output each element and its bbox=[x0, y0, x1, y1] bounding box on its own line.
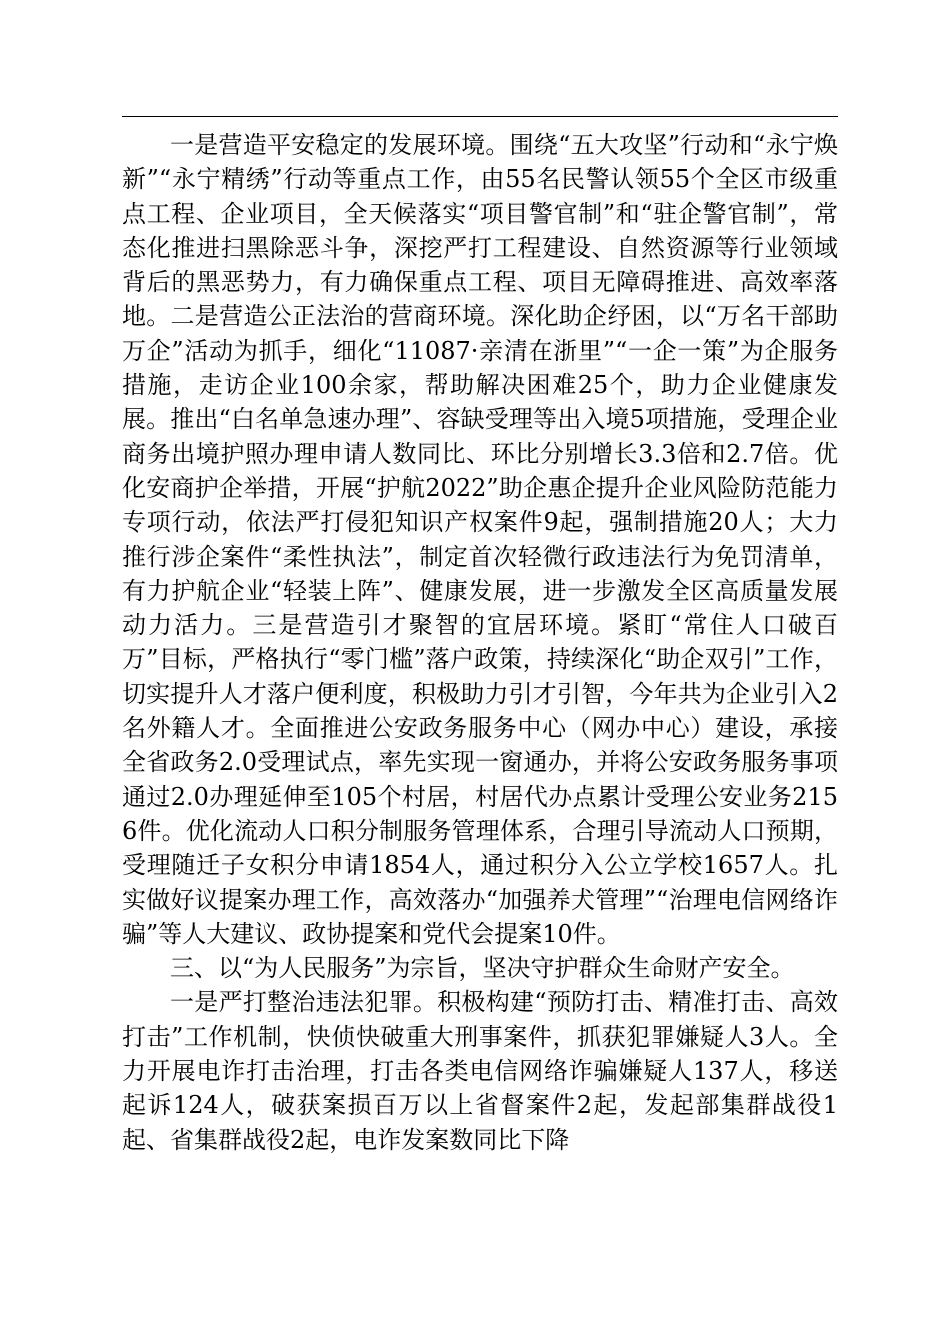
paragraph-business-environment: 一是营造平安稳定的发展环境。围绕“五大攻坚”行动和“永宁焕新”“永宁精绣”行动等重点工作，由55名民警认领55个全区市级重点工程、企业项目，全天候落实“项目警官制”和“驻企警官制”，常态化推进扫黑除恶斗争，深挖严打工程建设、自然资源等行业领域背后的黑恶势力，有力确保重点工程、项目无障碍推进、高效率落地。二是营造公正法治的营商环境。深化助企纾困，以“万名干部助万企”活动为抓手，细化“11087·亲清在浙里”“一企一策”为企服务措施，走访企业100余家，帮助解决困难25个，助力企业健康发展。推出“白名单急速办理”、容缺受理等出入境5项措施，受理企业商务出境护照办理申请人数同比、环比分别增长3.3倍和2.7倍。优化安商护企举措，开展“护航2022”助企惠企提升企业风险防范能力专项行动，依法严打侵犯知识产权案件9起，强制措施20人；大力推行涉企案件“柔性执法”，制定首次轻微行政违法行为免罚清单，有力护航企业“轻装上阵”、健康发展，进一步激发全区高质量发展动力活力。三是营造引才聚智的宜居环境。紧盯“常住人口破百万”目标，严格执行“零门槛”落户政策，持续深化“助企双引”工作，切实提升人才落户便利度，积极助力引才引智，今年共为企业引入2名外籍人才。全面推进公安政务服务中心（网办中心）建设，承接全省政务2.0受理试点，率先实现一窗通办，并将公安政务服务事项通过2.0办理延伸至105个村居，村居代办点累计受理公安业务2156件。优化流动人口积分制服务管理体系，合理引导流动人口预期，受理随迁子女积分申请1854人，通过积分入公立学校1657人。扎实做好议提案办理工作，高效落办“加强养犬管理”“治理电信网络诈骗”等人大建议、政协提案和党代会提案10件。 bbox=[122, 131, 838, 948]
paragraph-crime-crackdown: 一是严打整治违法犯罪。积极构建“预防打击、精准打击、高效打击”工作机制，快侦快破重大刑事案件，抓获犯罪嫌疑人3人。全力开展电诈打击治理，打击各类电信网络诈骗嫌疑人137人，移送起诉124人，破获案损百万以上省督案件2起，发起部集群战役1起、省集群战役2起，电诈发案数同比下降 bbox=[122, 988, 838, 1154]
section-heading-three: 三、以“为人民服务”为宗旨，坚决守护群众生命财产安全。 bbox=[170, 954, 795, 983]
document-body bbox=[122, 128, 838, 1157]
header-rule bbox=[122, 116, 838, 117]
